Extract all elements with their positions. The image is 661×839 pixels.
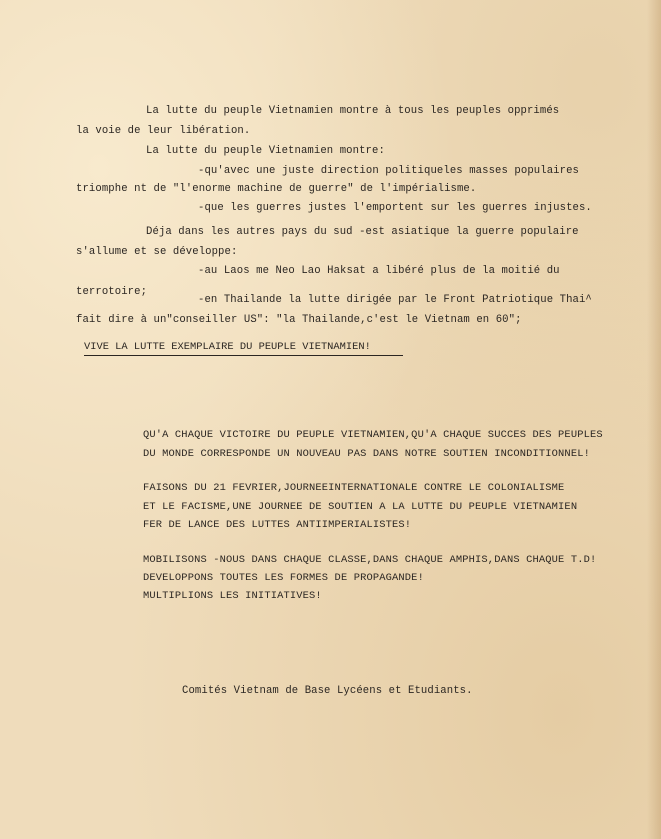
- appeal-line-3: FAISONS DU 21 FEVRIER,JOURNEEINTERNATIONALE CONTRE LE COLONIALISME: [143, 482, 565, 494]
- intro-line-1: La lutte du peuple Vietnamien montre à tous les peuples opprimés: [146, 105, 560, 117]
- slogan-underlined: VIVE LA LUTTE EXEMPLAIRE DU PEUPLE VIETNAMIEN!: [84, 340, 403, 356]
- intro-line-2: la voie de leur libération.: [76, 125, 251, 137]
- paper-edge-shadow: [647, 0, 661, 839]
- intro-line-11: -en Thailande la lutte dirigée par le Front Patriotique Thai^: [198, 294, 592, 306]
- signature: Comités Vietnam de Base Lycéens et Etudiants.: [182, 685, 473, 697]
- intro-line-4: -qu'avec une juste direction politiqueles masses populaires: [198, 165, 579, 177]
- appeal-line-8: MULTIPLIONS LES INITIATIVES!: [143, 590, 322, 602]
- appeal-line-7: DEVELOPPONS TOUTES LES FORMES DE PROPAGANDE!: [143, 572, 424, 584]
- appeal-line-2: DU MONDE CORRESPONDE UN NOUVEAU PAS DANS NOTRE SOUTIEN INCONDITIONNEL!: [143, 448, 590, 460]
- intro-line-8: s'allume et se développe:: [76, 246, 238, 258]
- intro-line-10: terrotoire;: [76, 286, 148, 298]
- appeal-line-5: FER DE LANCE DES LUTTES ANTIIMPERIALISTES!: [143, 519, 412, 531]
- appeal-line-6: MOBILISONS -NOUS DANS CHAQUE CLASSE,DANS CHAQUE AMPHIS,DANS CHAQUE T.D!: [143, 554, 597, 566]
- intro-line-5: triomphe nt de "l'enorme machine de guerre" de l'impérialisme.: [76, 183, 477, 195]
- intro-line-6: -que les guerres justes l'emportent sur les guerres injustes.: [198, 202, 592, 214]
- appeal-line-1: QU'A CHAQUE VICTOIRE DU PEUPLE VIETNAMIEN,QU'A CHAQUE SUCCES DES PEUPLES: [143, 429, 603, 441]
- intro-line-7: Déja dans les autres pays du sud -est asiatique la guerre populaire: [146, 226, 579, 238]
- intro-line-9: -au Laos me Neo Lao Haksat a libéré plus de la moitié du: [198, 265, 560, 277]
- appeal-line-4: ET LE FACISME,UNE JOURNEE DE SOUTIEN A LA LUTTE DU PEUPLE VIETNAMIEN: [143, 501, 578, 513]
- intro-line-12: fait dire à un"conseiller US": "la Thailande,c'est le Vietnam en 60";: [76, 314, 522, 326]
- intro-line-3: La lutte du peuple Vietnamien montre:: [146, 145, 385, 157]
